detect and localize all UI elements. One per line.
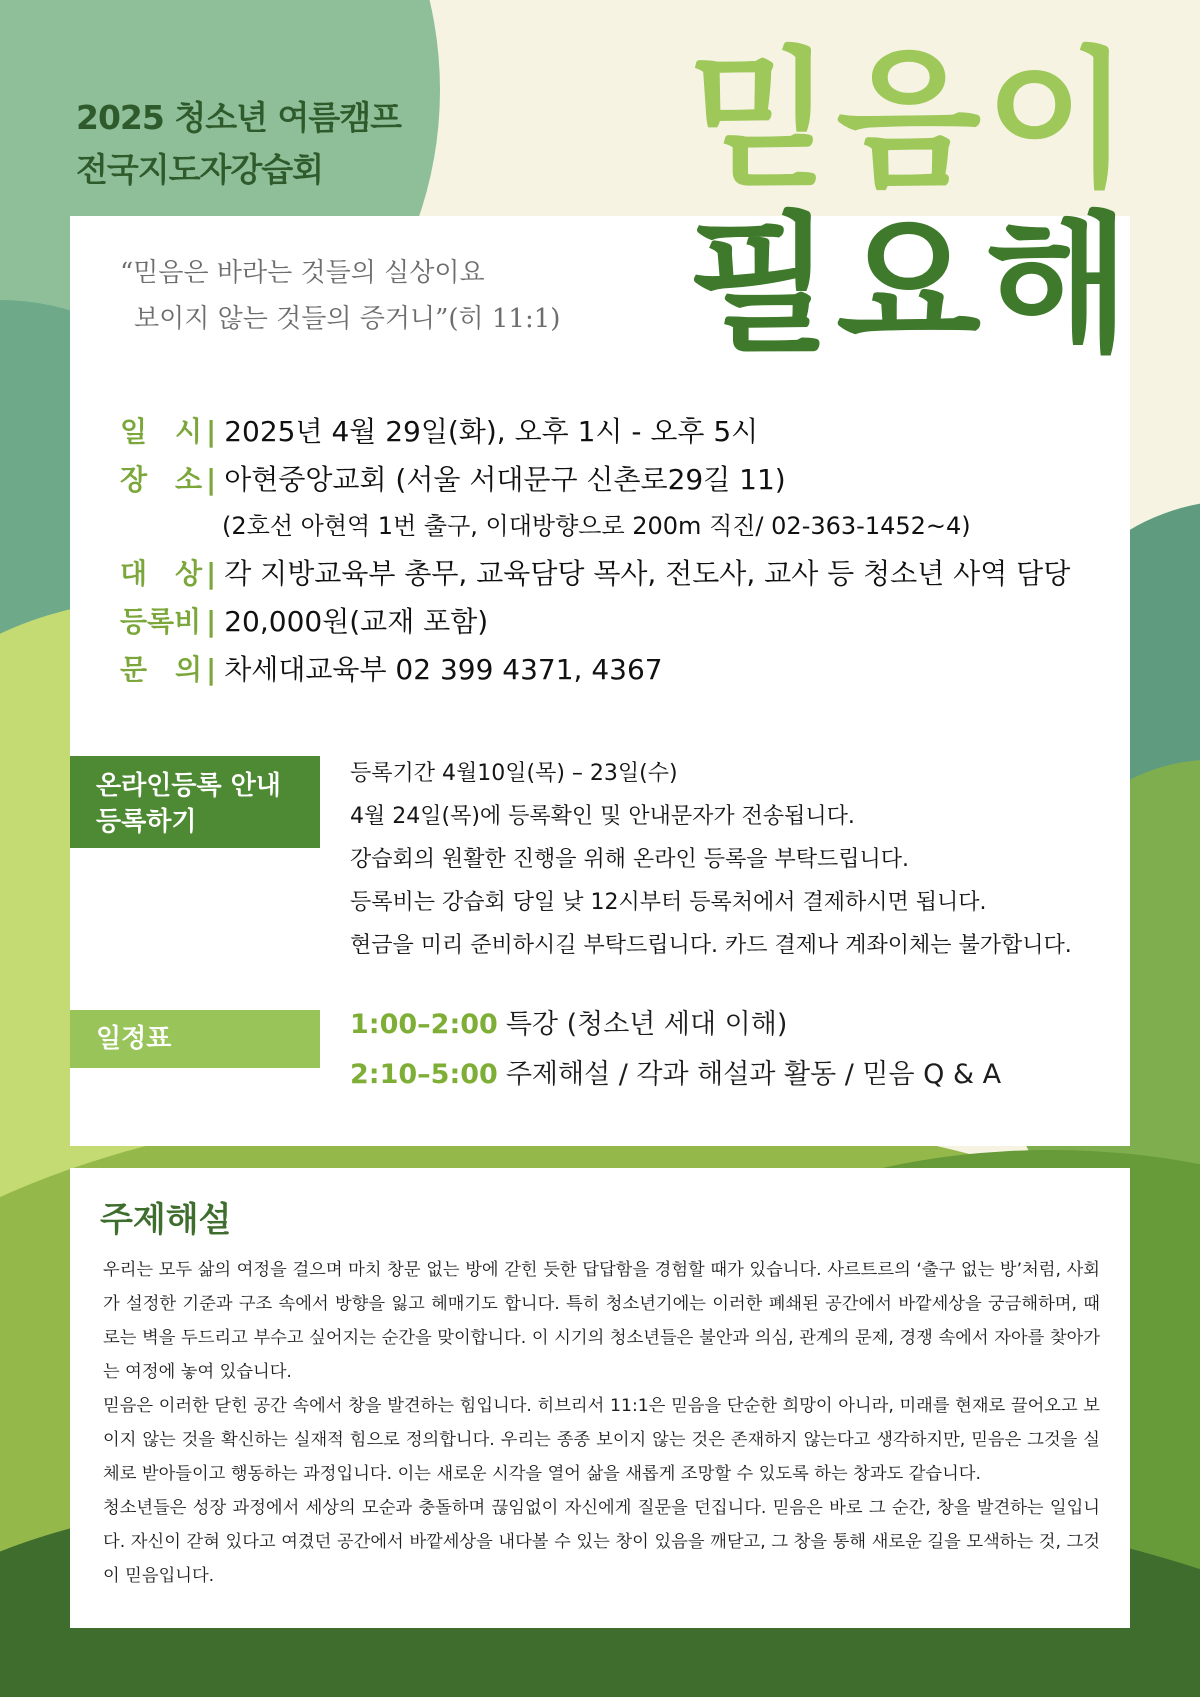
- schedule-tag: 일정표: [70, 1010, 320, 1068]
- registration-tag-line-2: 등록하기: [96, 807, 197, 837]
- info-row-contact: [120, 648, 1080, 696]
- registration-line: 현금을 미리 준비하시길 부탁드립니다. 카드 결제나 계좌이체는 불가합니다.: [350, 933, 1072, 958]
- info-value-date: 2025년 4월 29일(화), 오후 1시 - 오후 5시: [224, 415, 759, 448]
- separator: |: [206, 463, 217, 496]
- registration-line: 강습회의 원활한 진행을 위해 온라인 등록을 부탁드립니다.: [350, 847, 910, 872]
- schedule-item: [350, 1050, 1110, 1100]
- event-info: [120, 410, 1080, 696]
- main-title-line-2: 필요해: [687, 197, 1134, 373]
- info-row-place: [120, 458, 1080, 506]
- schedule-text: 특강 (청소년 세대 이해): [505, 1009, 788, 1040]
- info-label-contact: 문 의: [120, 653, 202, 686]
- separator: |: [206, 653, 217, 686]
- bible-verse: [120, 250, 680, 342]
- schedule-time: 2:10–5:00: [350, 1059, 498, 1090]
- info-value-place-directions: (2호선 아현역 1번 출구, 이대방향으로 200m 직진/ 02-363-1452~4): [222, 512, 971, 540]
- schedule-time: 1:00–2:00: [350, 1009, 498, 1040]
- theme-paragraph: 청소년들은 성장 과정에서 세상의 모순과 충돌하며 끊임없이 자신에게 질문을 던집니다. 믿음은 바로 그 순간, 창을 발견하는 일입니다. 자신이 갇혀 있다고 여겼던 공간에서 바깥세상을 내다볼 수 있는 창이 있음을 깨닫고, 그 창을 통해 새로운 길을 모색하는 것, 그것이 믿음입니다.: [103, 1498, 1100, 1586]
- separator: |: [206, 605, 217, 638]
- header-line-1: 2025 청소년 여름캠프: [76, 98, 401, 137]
- schedule-text: 주제해설 / 각과 해설과 활동 / 믿음 Q & A: [505, 1059, 1002, 1090]
- info-value-target: 각 지방교육부 총무, 교육담당 목사, 전도사, 교사 등 청소년 사역 담당: [224, 557, 1071, 590]
- info-label-place: 장 소: [120, 463, 202, 496]
- online-registration-button[interactable]: [70, 756, 320, 848]
- theme-body: [103, 1253, 1100, 1593]
- header-line-2: 전국지도자강습회: [76, 150, 324, 189]
- info-value-place: 아현중앙교회 (서울 서대문구 신촌로29길 11): [224, 463, 786, 496]
- separator: |: [206, 557, 217, 590]
- event-header: [76, 92, 401, 196]
- registration-line: 등록비는 강습회 당일 낮 12시부터 등록처에서 결제하시면 됩니다.: [350, 890, 987, 915]
- registration-details: [350, 752, 1110, 967]
- theme-paragraph: 믿음은 이러한 닫힌 공간 속에서 창을 발견하는 힘입니다. 히브리서 11:1은 믿음을 단순한 희망이 아니라, 미래를 현재로 끌어오고 보이지 않는 것을 확신하는 실재적 힘으로 정의합니다. 우리는 종종 보이지 않는 것은 존재하지 않는다고 생각하지만, 믿음은 그것을 실체로 받아들이고 행동하는 과정입니다. 이는 새로운 시각을 열어 삶을 새롭게 조망할 수 있도록 하는 창과도 같습니다.: [103, 1396, 1100, 1484]
- main-title-line-1: 믿음이: [687, 32, 1134, 208]
- info-label-fee: 등록비: [120, 605, 202, 638]
- info-row-target: [120, 552, 1080, 600]
- registration-line: 4월 24일(목)에 등록확인 및 안내문자가 전송됩니다.: [350, 804, 855, 829]
- schedule-item: [350, 1000, 1110, 1050]
- registration-line: 등록기간 4월10일(목) – 23일(수): [350, 761, 678, 786]
- info-label-date: 일 시: [120, 415, 202, 448]
- info-value-contact: 차세대교육부 02 399 4371, 4367: [224, 653, 663, 686]
- separator: |: [206, 415, 217, 448]
- registration-tag-line-1: 온라인등록 안내: [96, 771, 281, 801]
- theme-title: 주제해설: [100, 1200, 232, 1240]
- info-label-target: 대 상: [120, 557, 202, 590]
- info-row-fee: [120, 600, 1080, 648]
- info-value-fee: 20,000원(교재 포함): [224, 605, 489, 638]
- info-row-date: [120, 410, 1080, 458]
- schedule-list: [350, 1000, 1110, 1100]
- info-row-place-sub: [120, 506, 1080, 552]
- verse-line-2: 보이지 않는 것들의 증거니”(히 11:1): [134, 304, 561, 334]
- theme-paragraph: 우리는 모두 삶의 여정을 걸으며 마치 창문 없는 방에 갇힌 듯한 답답함을 경험할 때가 있습니다. 사르트르의 ‘출구 없는 방’처럼, 사회가 설정한 기준과 구조 속에서 방향을 잃고 헤매기도 합니다. 특히 청소년기에는 이러한 폐쇄된 공간에서 바깥세상을 궁금해하며, 때로는 벽을 두드리고 부수고 싶어지는 순간을 맞이합니다. 이 시기의 청소년들은 불안과 의심, 관계의 문제, 경쟁 속에서 자아를 찾아가는 여정에 놓여 있습니다.: [103, 1260, 1100, 1382]
- verse-line-1: “믿음은 바라는 것들의 실상이요: [120, 258, 485, 288]
- main-title: [687, 32, 1134, 373]
